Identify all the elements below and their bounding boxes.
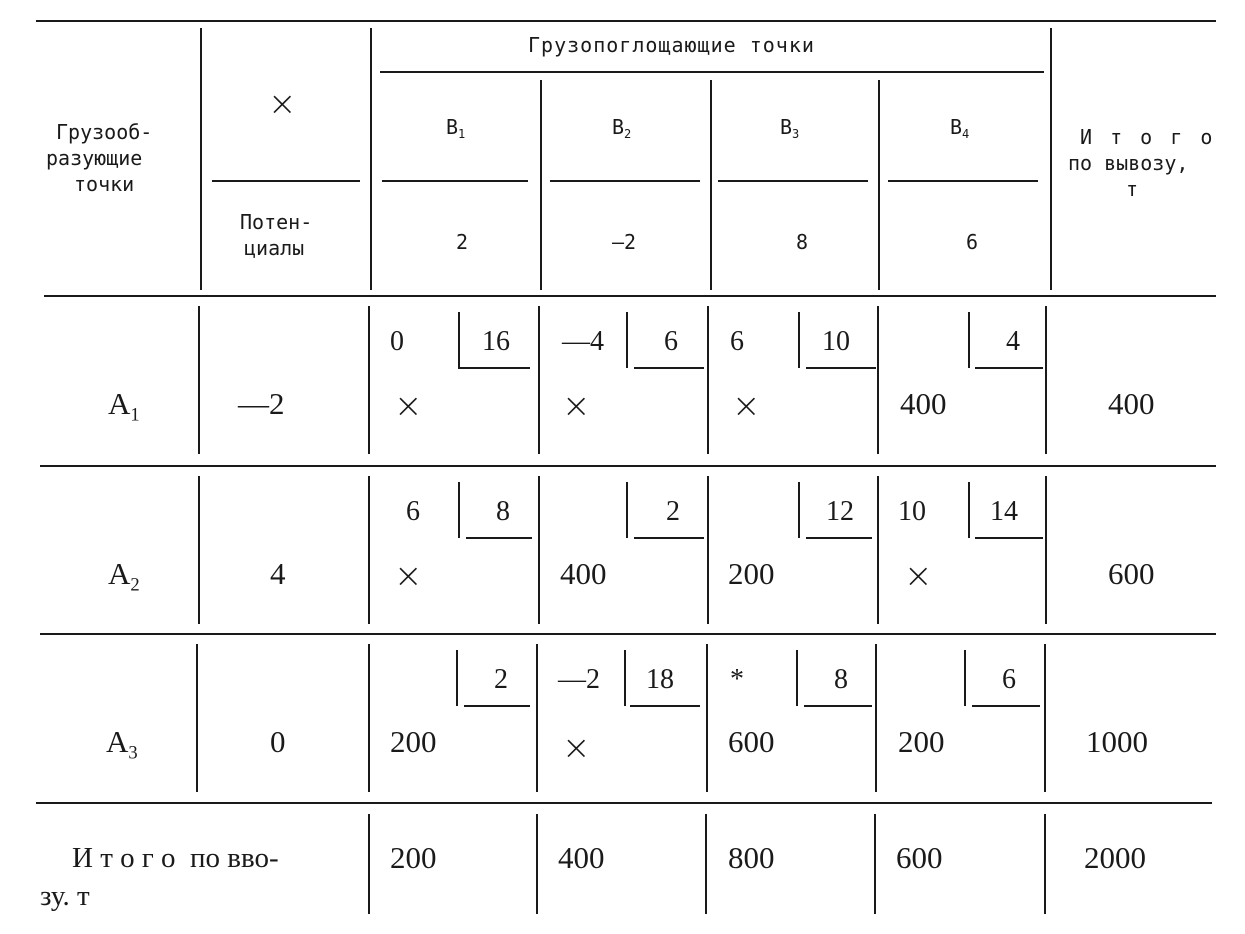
cell-cross-icon: × — [562, 386, 591, 426]
cell-delta: 6 — [730, 326, 744, 357]
row1-vline-6 — [1045, 306, 1047, 454]
cell-cost: 2 — [494, 664, 508, 695]
footer-label-line-2: зу. т — [40, 880, 90, 912]
cell-cost: 4 — [1006, 326, 1020, 357]
footer-value-b3: 800 — [728, 840, 775, 875]
header-divider-b2 — [550, 180, 700, 182]
cross-mark-icon: × — [268, 84, 297, 124]
cost-bracket — [634, 367, 704, 369]
footer-vline-1 — [368, 814, 370, 914]
cost-bracket — [804, 705, 872, 707]
cost-bracket — [806, 537, 872, 539]
footer-vline-3 — [705, 814, 707, 914]
cost-bracket — [630, 705, 700, 707]
header-bottom-rule — [44, 295, 1216, 297]
cell-allocation: 400 — [560, 556, 607, 591]
footer-grand-total: 2000 — [1084, 840, 1146, 875]
sinks-title-underline — [380, 71, 1044, 73]
cell-cost: 14 — [990, 496, 1018, 527]
cell-cross-icon: × — [562, 728, 591, 768]
cell-cost: 8 — [834, 664, 848, 695]
cell-delta: —4 — [562, 326, 604, 357]
row1-vline-5 — [877, 306, 879, 454]
cell-delta: * — [730, 664, 744, 695]
row-potential-a1: —2 — [238, 386, 285, 421]
row-a2-bottom-rule — [40, 633, 1216, 635]
cell-cost: 10 — [822, 326, 850, 357]
cell-cost: 6 — [664, 326, 678, 357]
cost-bracket — [626, 312, 628, 368]
row3-vline-3 — [536, 644, 538, 792]
cell-allocation: 600 — [728, 724, 775, 759]
header-vline-3 — [540, 80, 542, 290]
potentials-label-line-2: циалы — [244, 236, 305, 260]
footer-value-b2: 400 — [558, 840, 605, 875]
row2-vline-3 — [538, 476, 540, 624]
row-label-a1: $A_1$ — [108, 386, 140, 426]
row3-vline-1 — [196, 644, 198, 792]
cost-bracket — [626, 482, 628, 538]
footer-value-b4: 600 — [896, 840, 943, 875]
header-vline-1 — [200, 28, 202, 290]
row1-vline-4 — [707, 306, 709, 454]
header-vline-4 — [710, 80, 712, 290]
potentials-label-line-1: Потен- — [240, 210, 313, 234]
row2-vline-5 — [877, 476, 879, 624]
cell-delta: 0 — [390, 326, 404, 357]
cell-cross-icon: × — [732, 386, 761, 426]
cell-cost: 16 — [482, 326, 510, 357]
row2-vline-6 — [1045, 476, 1047, 624]
cell-cross-icon: × — [904, 556, 933, 596]
cell-cross-icon: × — [394, 386, 423, 426]
row-label-a3: $A_3$ — [106, 724, 138, 764]
cost-bracket — [634, 537, 704, 539]
cell-cost: 18 — [646, 664, 674, 695]
header-divider-b1 — [382, 180, 528, 182]
cost-bracket — [975, 537, 1043, 539]
column-header-b2: $B_2$ — [612, 115, 632, 142]
row1-vline-2 — [368, 306, 370, 454]
cost-bracket — [968, 312, 970, 368]
cell-allocation: 200 — [728, 556, 775, 591]
cost-bracket — [798, 312, 800, 368]
row-total-a3: 1000 — [1086, 724, 1148, 759]
total-export-line-1: И т о г о — [1080, 125, 1216, 149]
row-a1-bottom-rule — [40, 465, 1216, 467]
cost-bracket — [798, 482, 800, 538]
column-potential-b4: 6 — [966, 230, 979, 254]
cost-bracket — [972, 705, 1040, 707]
column-potential-b3: 8 — [796, 230, 809, 254]
cost-bracket — [466, 537, 532, 539]
row2-vline-1 — [198, 476, 200, 624]
row-label-line-1: Грузооб- — [56, 120, 153, 144]
row-potential-a2: 4 — [270, 556, 286, 591]
cost-bracket — [964, 650, 966, 706]
row-label-a2: $A_2$ — [108, 556, 140, 596]
cell-delta: 10 — [898, 496, 926, 527]
cost-bracket — [456, 650, 458, 706]
cell-cost: 2 — [666, 496, 680, 527]
cost-bracket — [458, 312, 460, 368]
cell-delta: —2 — [558, 664, 600, 695]
footer-label-line-1: И т о г о по вво- — [72, 842, 279, 874]
footer-vline-5 — [1044, 814, 1046, 914]
header-vline-2 — [370, 28, 372, 290]
row-a3-bottom-rule — [36, 802, 1212, 804]
total-export-line-3: т — [1126, 177, 1139, 201]
cost-bracket — [464, 705, 530, 707]
cell-cost: 6 — [1002, 664, 1016, 695]
total-export-line-2: по вывозу, — [1068, 151, 1189, 175]
row-label-line-3: точки — [74, 172, 135, 196]
cell-cost: 8 — [496, 496, 510, 527]
sinks-title: Грузопоглощающие точки — [528, 33, 815, 57]
column-header-b4: $B_4$ — [950, 115, 970, 142]
cost-bracket — [975, 367, 1043, 369]
cell-allocation: 200 — [898, 724, 945, 759]
header-divider-b3 — [718, 180, 868, 182]
column-potential-b2: —2 — [612, 230, 637, 254]
cell-cost: 12 — [826, 496, 854, 527]
cost-bracket — [806, 367, 876, 369]
header-divider-b4 — [888, 180, 1038, 182]
row2-vline-2 — [368, 476, 370, 624]
column-header-b3: $B_3$ — [780, 115, 800, 142]
cost-bracket — [968, 482, 970, 538]
header-divider-x — [212, 180, 360, 182]
cost-bracket — [458, 482, 460, 538]
row2-vline-4 — [707, 476, 709, 624]
column-potential-b1: 2 — [456, 230, 469, 254]
row-total-a2: 600 — [1108, 556, 1155, 591]
cell-allocation: 200 — [390, 724, 437, 759]
row-total-a1: 400 — [1108, 386, 1155, 421]
cost-bracket — [624, 650, 626, 706]
header-vline-6 — [1050, 28, 1052, 290]
top-rule — [36, 20, 1216, 22]
header-vline-5 — [878, 80, 880, 290]
footer-value-b1: 200 — [390, 840, 437, 875]
row3-vline-5 — [875, 644, 877, 792]
column-header-b1: $B_1$ — [446, 115, 466, 142]
row3-vline-2 — [368, 644, 370, 792]
footer-vline-2 — [536, 814, 538, 914]
row3-vline-6 — [1044, 644, 1046, 792]
cost-bracket — [458, 367, 530, 369]
cell-allocation: 400 — [900, 386, 947, 421]
cell-cross-icon: × — [394, 556, 423, 596]
row1-vline-1 — [198, 306, 200, 454]
row-potential-a3: 0 — [270, 724, 286, 759]
footer-vline-4 — [874, 814, 876, 914]
row3-vline-4 — [706, 644, 708, 792]
cell-delta: 6 — [406, 496, 420, 527]
cost-bracket — [796, 650, 798, 706]
row-label-line-2: разующие — [46, 146, 143, 170]
row1-vline-3 — [538, 306, 540, 454]
